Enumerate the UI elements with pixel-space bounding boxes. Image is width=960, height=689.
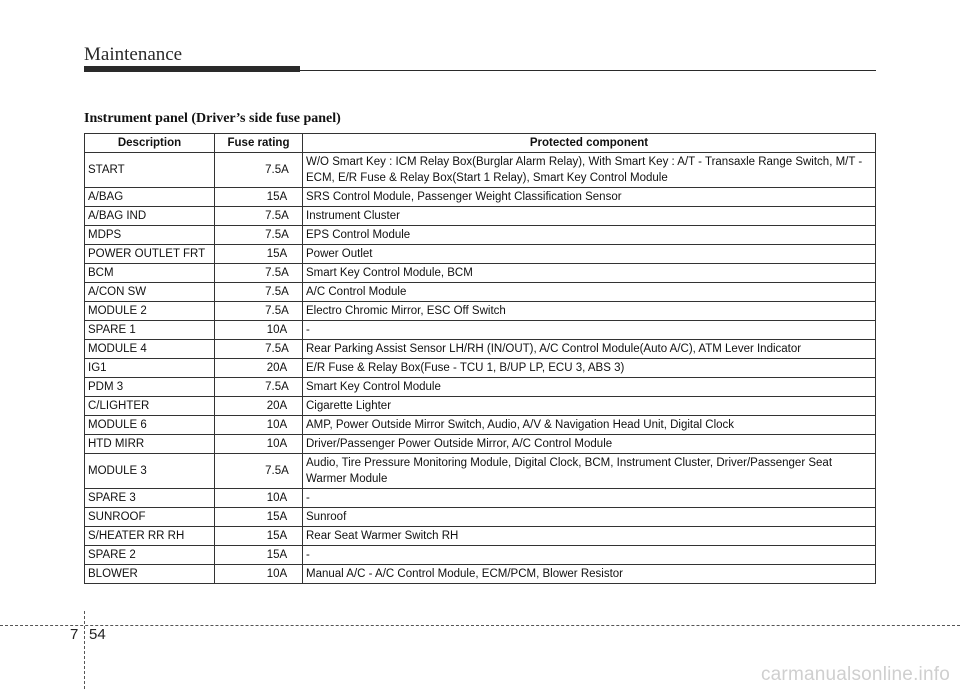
fuse-protected-component: Sunroof bbox=[303, 508, 876, 527]
table-row bbox=[85, 397, 876, 416]
fuse-protected-component: A/C Control Module bbox=[303, 283, 876, 302]
fuse-description: START bbox=[85, 153, 215, 188]
fuse-rating: 15A bbox=[215, 508, 303, 527]
fuse-protected-component: EPS Control Module bbox=[303, 226, 876, 245]
page-header-title: Maintenance bbox=[84, 44, 183, 65]
fuse-protected-component: - bbox=[303, 321, 876, 340]
column-header-fuse-rating: Fuse rating bbox=[215, 134, 303, 153]
fuse-protected-component: Audio, Tire Pressure Monitoring Module, Digital Clock, BCM, Instrument Cluster, Driver/Passenger Seat Warmer Module bbox=[303, 454, 876, 489]
fuse-protected-component: - bbox=[303, 489, 876, 508]
fuse-protected-component: AMP, Power Outside Mirror Switch, Audio, A/V & Navigation Head Unit, Digital Clock bbox=[303, 416, 876, 435]
fuse-description: IG1 bbox=[85, 359, 215, 378]
fuse-description: MODULE 3 bbox=[85, 454, 215, 489]
fuse-description: A/BAG IND bbox=[85, 207, 215, 226]
fuse-rating: 20A bbox=[215, 359, 303, 378]
fuse-description: SPARE 2 bbox=[85, 546, 215, 565]
watermark: carmanualsonline.info bbox=[760, 664, 950, 685]
fuse-rating: 7.5A bbox=[215, 264, 303, 283]
fuse-rating: 7.5A bbox=[215, 153, 303, 188]
fuse-protected-component: Driver/Passenger Power Outside Mirror, A/C Control Module bbox=[303, 435, 876, 454]
fuse-rating: 20A bbox=[215, 397, 303, 416]
fuse-description: SUNROOF bbox=[85, 508, 215, 527]
column-header-description: Description bbox=[85, 134, 215, 153]
fuse-rating: 7.5A bbox=[215, 283, 303, 302]
fuse-description: MDPS bbox=[85, 226, 215, 245]
fuse-protected-component: Cigarette Lighter bbox=[303, 397, 876, 416]
fuse-protected-component: Power Outlet bbox=[303, 245, 876, 264]
fuse-rating: 7.5A bbox=[215, 378, 303, 397]
fuse-rating: 15A bbox=[215, 245, 303, 264]
table-body bbox=[85, 153, 876, 584]
fuse-rating: 15A bbox=[215, 527, 303, 546]
fuse-protected-component: Smart Key Control Module bbox=[303, 378, 876, 397]
table-row bbox=[85, 264, 876, 283]
fuse-rating: 15A bbox=[215, 188, 303, 207]
table-row bbox=[85, 527, 876, 546]
fuse-description: MODULE 6 bbox=[85, 416, 215, 435]
fuse-rating: 10A bbox=[215, 321, 303, 340]
fuse-description: SPARE 1 bbox=[85, 321, 215, 340]
fuse-rating: 7.5A bbox=[215, 454, 303, 489]
fuse-protected-component: Rear Seat Warmer Switch RH bbox=[303, 527, 876, 546]
header-rule-thick bbox=[84, 66, 300, 72]
fuse-rating: 15A bbox=[215, 546, 303, 565]
table-row bbox=[85, 207, 876, 226]
table-row bbox=[85, 245, 876, 264]
fuse-description: A/BAG bbox=[85, 188, 215, 207]
fuse-description: C/LIGHTER bbox=[85, 397, 215, 416]
table-row bbox=[85, 508, 876, 527]
footer-vertical-divider bbox=[84, 611, 85, 689]
table-row bbox=[85, 489, 876, 508]
fuse-protected-component: - bbox=[303, 546, 876, 565]
fuse-description: BLOWER bbox=[85, 565, 215, 584]
table-row bbox=[85, 546, 876, 565]
fuse-description: BCM bbox=[85, 264, 215, 283]
fuse-rating: 7.5A bbox=[215, 340, 303, 359]
table-row bbox=[85, 188, 876, 207]
fuse-description: A/CON SW bbox=[85, 283, 215, 302]
fuse-description: POWER OUTLET FRT bbox=[85, 245, 215, 264]
fuse-description: SPARE 3 bbox=[85, 489, 215, 508]
fuse-rating: 10A bbox=[215, 489, 303, 508]
fuse-description: MODULE 4 bbox=[85, 340, 215, 359]
table-row bbox=[85, 416, 876, 435]
table-row bbox=[85, 283, 876, 302]
table-row bbox=[85, 226, 876, 245]
section-title: Instrument panel (Driver’s side fuse panel) bbox=[84, 111, 341, 126]
table-row bbox=[85, 321, 876, 340]
table-row bbox=[85, 565, 876, 584]
fuse-protected-component: Smart Key Control Module, BCM bbox=[303, 264, 876, 283]
table-row bbox=[85, 378, 876, 397]
table-row bbox=[85, 153, 876, 188]
fuse-description: S/HEATER RR RH bbox=[85, 527, 215, 546]
table-row bbox=[85, 435, 876, 454]
fuse-description: HTD MIRR bbox=[85, 435, 215, 454]
footer-divider bbox=[0, 625, 960, 626]
table-row bbox=[85, 454, 876, 489]
chapter-number: 7 bbox=[70, 626, 79, 643]
page-number: 54 bbox=[89, 626, 106, 643]
fuse-protected-component: Manual A/C - A/C Control Module, ECM/PCM, Blower Resistor bbox=[303, 565, 876, 584]
fuse-description: MODULE 2 bbox=[85, 302, 215, 321]
fuse-protected-component: Electro Chromic Mirror, ESC Off Switch bbox=[303, 302, 876, 321]
header-rule-thin bbox=[300, 70, 876, 71]
fuse-rating: 7.5A bbox=[215, 226, 303, 245]
fuse-protected-component: Rear Parking Assist Sensor LH/RH (IN/OUT), A/C Control Module(Auto A/C), ATM Lever Indicator bbox=[303, 340, 876, 359]
fuse-protected-component: SRS Control Module, Passenger Weight Classification Sensor bbox=[303, 188, 876, 207]
fuse-protected-component: W/O Smart Key : ICM Relay Box(Burglar Alarm Relay), With Smart Key : A/T - Transaxle Range Switch, M/T - ECM, E/R Fuse & Relay Box(Start 1 Relay), Smart Key Control Module bbox=[303, 153, 876, 188]
fuse-rating: 7.5A bbox=[215, 302, 303, 321]
fuse-table bbox=[84, 133, 876, 584]
fuse-rating: 7.5A bbox=[215, 207, 303, 226]
fuse-rating: 10A bbox=[215, 435, 303, 454]
column-header-protected-component: Protected component bbox=[303, 134, 876, 153]
fuse-protected-component: Instrument Cluster bbox=[303, 207, 876, 226]
table-row bbox=[85, 340, 876, 359]
table-row bbox=[85, 302, 876, 321]
fuse-rating: 10A bbox=[215, 565, 303, 584]
fuse-description: PDM 3 bbox=[85, 378, 215, 397]
fuse-protected-component: E/R Fuse & Relay Box(Fuse - TCU 1, B/UP LP, ECU 3, ABS 3) bbox=[303, 359, 876, 378]
fuse-rating: 10A bbox=[215, 416, 303, 435]
table-header-row bbox=[85, 134, 876, 153]
table-row bbox=[85, 359, 876, 378]
